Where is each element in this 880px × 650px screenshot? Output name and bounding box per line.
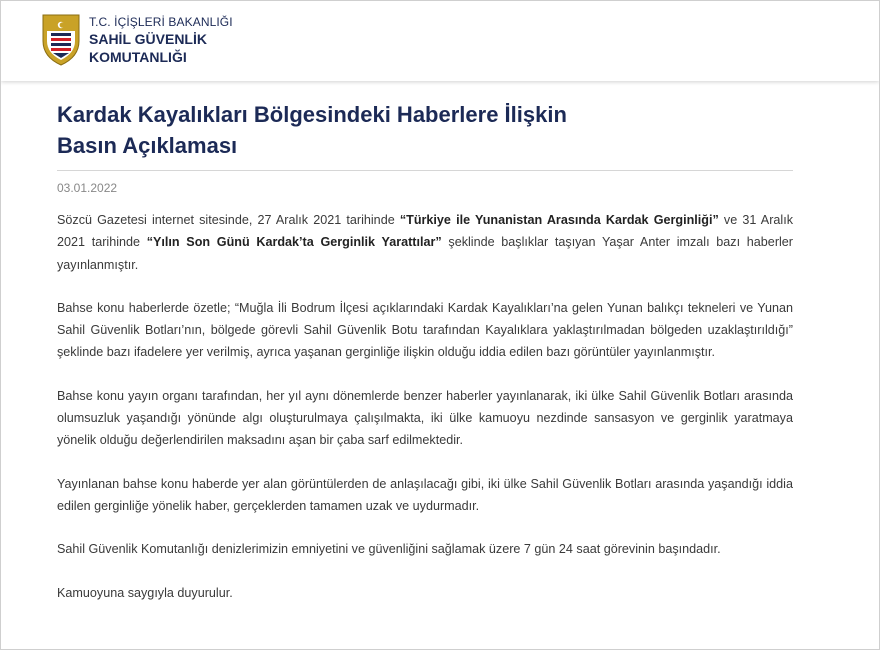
title-divider: [57, 170, 793, 171]
coast-guard-emblem-icon[interactable]: [39, 11, 83, 67]
command-name-line2: KOMUTANLIĞI: [89, 49, 187, 65]
p1-bold-headline-1: “Türkiye ile Yunanistan Arasında Kardak Gerginliği”: [399, 213, 719, 227]
command-name-line1: SAHİL GÜVENLİK: [89, 31, 207, 47]
article-paragraph-2: Bahse konu haberlerde özetle; “Muğla İli Bodrum İlçesi açıklarındaki Kardak Kayalıkları’na gelen Yunan balıkçı tekneleri ve Yunan Sahil Güvenlik Botları’nın, bölgede görevli Sahil Güvenlik Botu tarafından Kayalıklara yaklaştırılmadan bölgeden uzaklaştırıldığı” şeklinde bazı ifadelere yer verilmiş, ayrıca yaşanan gerginliğe ilişkin olduğu iddia edilen bazı görüntüler yayınlanmıştır.: [57, 300, 793, 360]
article-body: [57, 209, 793, 625]
ministry-name: T.C. İÇİŞLERİ BAKANLIĞI: [89, 15, 233, 29]
article-paragraph-1: [57, 209, 793, 276]
article-paragraph-5: Sahil Güvenlik Komutanlığı denizlerimizin emniyetini ve güvenliğini sağlamak üzere 7 gün 24 saat görevinin başındadır.: [57, 542, 721, 557]
site-header: [1, 1, 879, 81]
article-date: 03.01.2022: [57, 181, 118, 195]
article-title: Kardak Kayalıkları Bölgesindeki Haberlere İlişkin Basın Açıklaması: [57, 102, 567, 158]
p1-text-3: şeklinde başlıklar taşıyan Yaşar Anter imzalı bazı haberler yayınlanmıştır.: [57, 235, 794, 272]
p1-bold-headline-2: “Yılın Son Günü Kardak’ta Gerginlik Yarattılar”: [146, 235, 442, 250]
p1-text-1: Sözcü Gazetesi internet sitesinde, 27 Aralık 2021 tarihinde: [57, 213, 400, 227]
article-paragraph-3: Bahse konu yayın organı tarafından, her yıl aynı dönemlerde benzer haberler yayınlanarak, iki ülke Sahil Güvenlik Botları arasında olumsuzluk yaşandığı yönünde algı oluşturulmaya çalışılmakta, iki ülke kamuoyu nezdinde sansasyon ve gerginlik yaratmaya yönelik olduğu değerlendirilen maksadını aşan bir çaba sarf edilmektedir.: [57, 388, 793, 448]
organization-name[interactable]: [89, 16, 233, 64]
article-paragraph-4: Yayınlanan bahse konu haberde yer alan görüntülerden de anlaşılacağı gibi, iki ülke Sahil Güvenlik Botları arasında yaşandığı iddia edilen gerginliğe yönelik haber, gerçeklerden tamamen uzak ve uydurmadır.: [57, 476, 793, 513]
p1-text-2: ve 31 Aralık 2021 tarihinde: [57, 213, 793, 250]
article-paragraph-6: Kamuoyuna saygıyla duyurulur.: [57, 585, 233, 600]
